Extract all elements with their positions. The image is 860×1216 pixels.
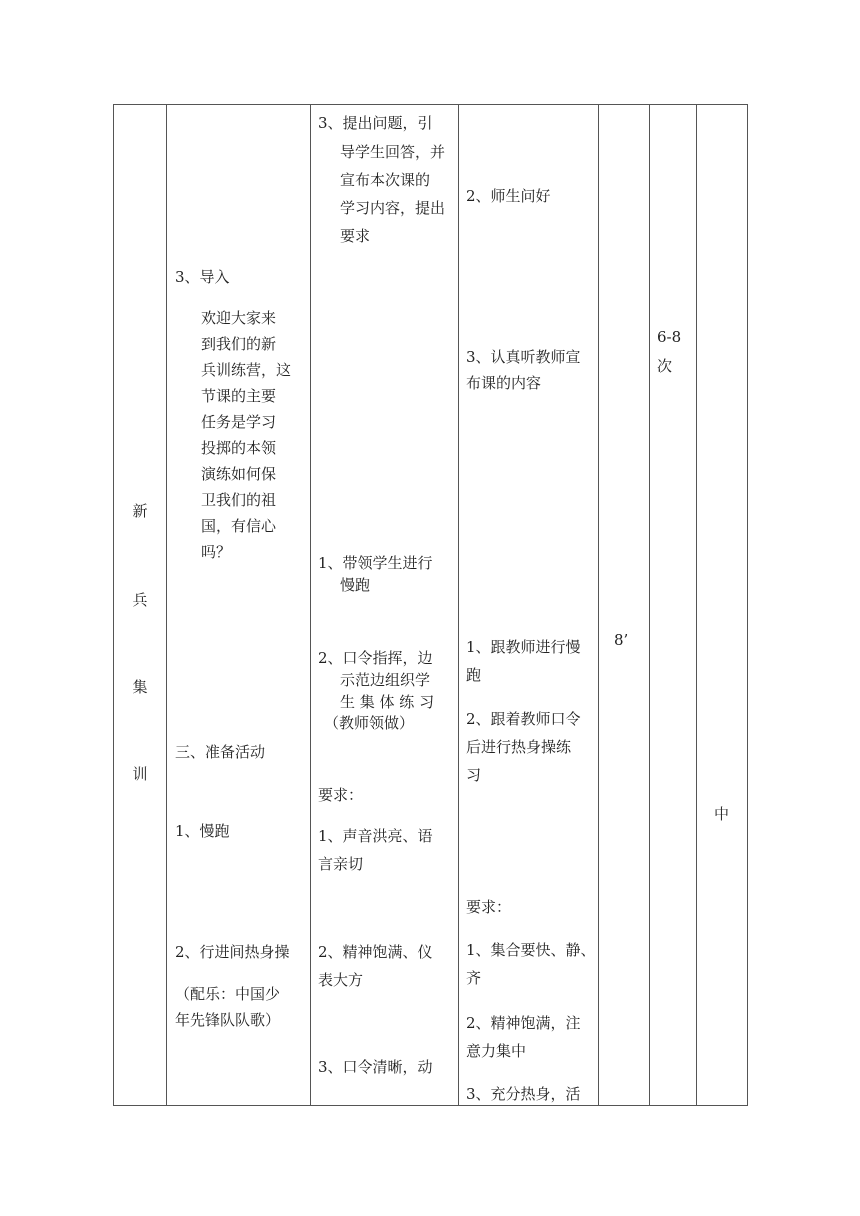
content-line: 节课的主要	[201, 387, 277, 405]
content-line: 卫我们的祖	[201, 491, 277, 509]
section-title-char: 新	[132, 502, 148, 520]
time-value: 8’	[614, 631, 629, 649]
intensity-value: 中	[714, 805, 730, 823]
col-intensity	[696, 104, 748, 1106]
student-requirements-heading: 要求：	[466, 898, 512, 916]
section-title-char: 集	[132, 678, 148, 696]
content-line: 投掷的本领	[201, 439, 277, 457]
teacher-line: （教师领做）	[324, 714, 415, 732]
content-line: 吗？	[201, 543, 232, 561]
content-item-exercise: 2、行进间热身操	[175, 943, 290, 961]
content-line: 欢迎大家来	[201, 309, 277, 327]
teacher-line: 生 集 体 练 习	[340, 693, 435, 711]
teacher-line: 3、口令清晰，动	[318, 1058, 433, 1076]
teacher-line: 示范边组织学	[340, 671, 431, 689]
student-line: 后进行热身操练	[466, 738, 572, 756]
student-line: 3、认真听教师宣	[466, 348, 581, 366]
teacher-line: 宣布本次课的	[340, 171, 431, 189]
teacher-requirements-heading: 要求：	[318, 786, 364, 804]
teacher-line: 导学生回答，并	[340, 143, 446, 161]
student-line: 2、跟着教师口令	[466, 710, 581, 728]
teacher-line: 要求	[340, 227, 371, 245]
count-value: 6-8	[657, 328, 682, 346]
student-line: 布课的内容	[466, 374, 542, 392]
col-time	[598, 104, 650, 1106]
student-line: 跑	[466, 666, 482, 684]
content-line: 任务是学习	[201, 413, 277, 431]
section-title-char: 兵	[132, 591, 148, 609]
content-heading-warmup: 三、准备活动	[175, 743, 266, 761]
teacher-line: 2、口令指挥，边	[318, 649, 433, 667]
student-line: 意力集中	[466, 1042, 527, 1060]
teacher-line: 表大方	[318, 971, 364, 989]
content-line: （配乐：中国少	[175, 985, 281, 1003]
col-count	[649, 104, 697, 1106]
student-line: 2、精神饱满，注	[466, 1014, 581, 1032]
student-line: 3、充分热身，活	[466, 1085, 581, 1103]
section-title-char: 训	[132, 765, 148, 783]
count-unit: 次	[657, 357, 673, 375]
teacher-line: 3、提出问题，引	[318, 114, 433, 132]
content-line: 年先锋队队歌）	[175, 1011, 281, 1029]
content-line: 演练如何保	[201, 465, 277, 483]
teacher-line: 慢跑	[340, 576, 371, 594]
student-line: 2、师生问好	[466, 187, 551, 205]
content-item-jog: 1、慢跑	[175, 822, 230, 840]
teacher-line: 1、带领学生进行	[318, 554, 433, 572]
teacher-line: 学习内容，提出	[340, 199, 446, 217]
content-line: 兵训练营，这	[201, 361, 292, 379]
student-line: 齐	[466, 969, 482, 987]
student-line: 1、集合要快、静、	[466, 941, 596, 959]
teacher-line: 1、声音洪亮、语	[318, 827, 433, 845]
student-line: 1、跟教师进行慢	[466, 638, 581, 656]
teacher-line: 2、精神饱满、仪	[318, 943, 433, 961]
content-heading-intro: 3、导入	[175, 268, 230, 286]
teacher-line: 言亲切	[318, 855, 364, 873]
student-line: 习	[466, 766, 482, 784]
content-line: 到我们的新	[201, 335, 277, 353]
content-line: 国，有信心	[201, 517, 277, 535]
